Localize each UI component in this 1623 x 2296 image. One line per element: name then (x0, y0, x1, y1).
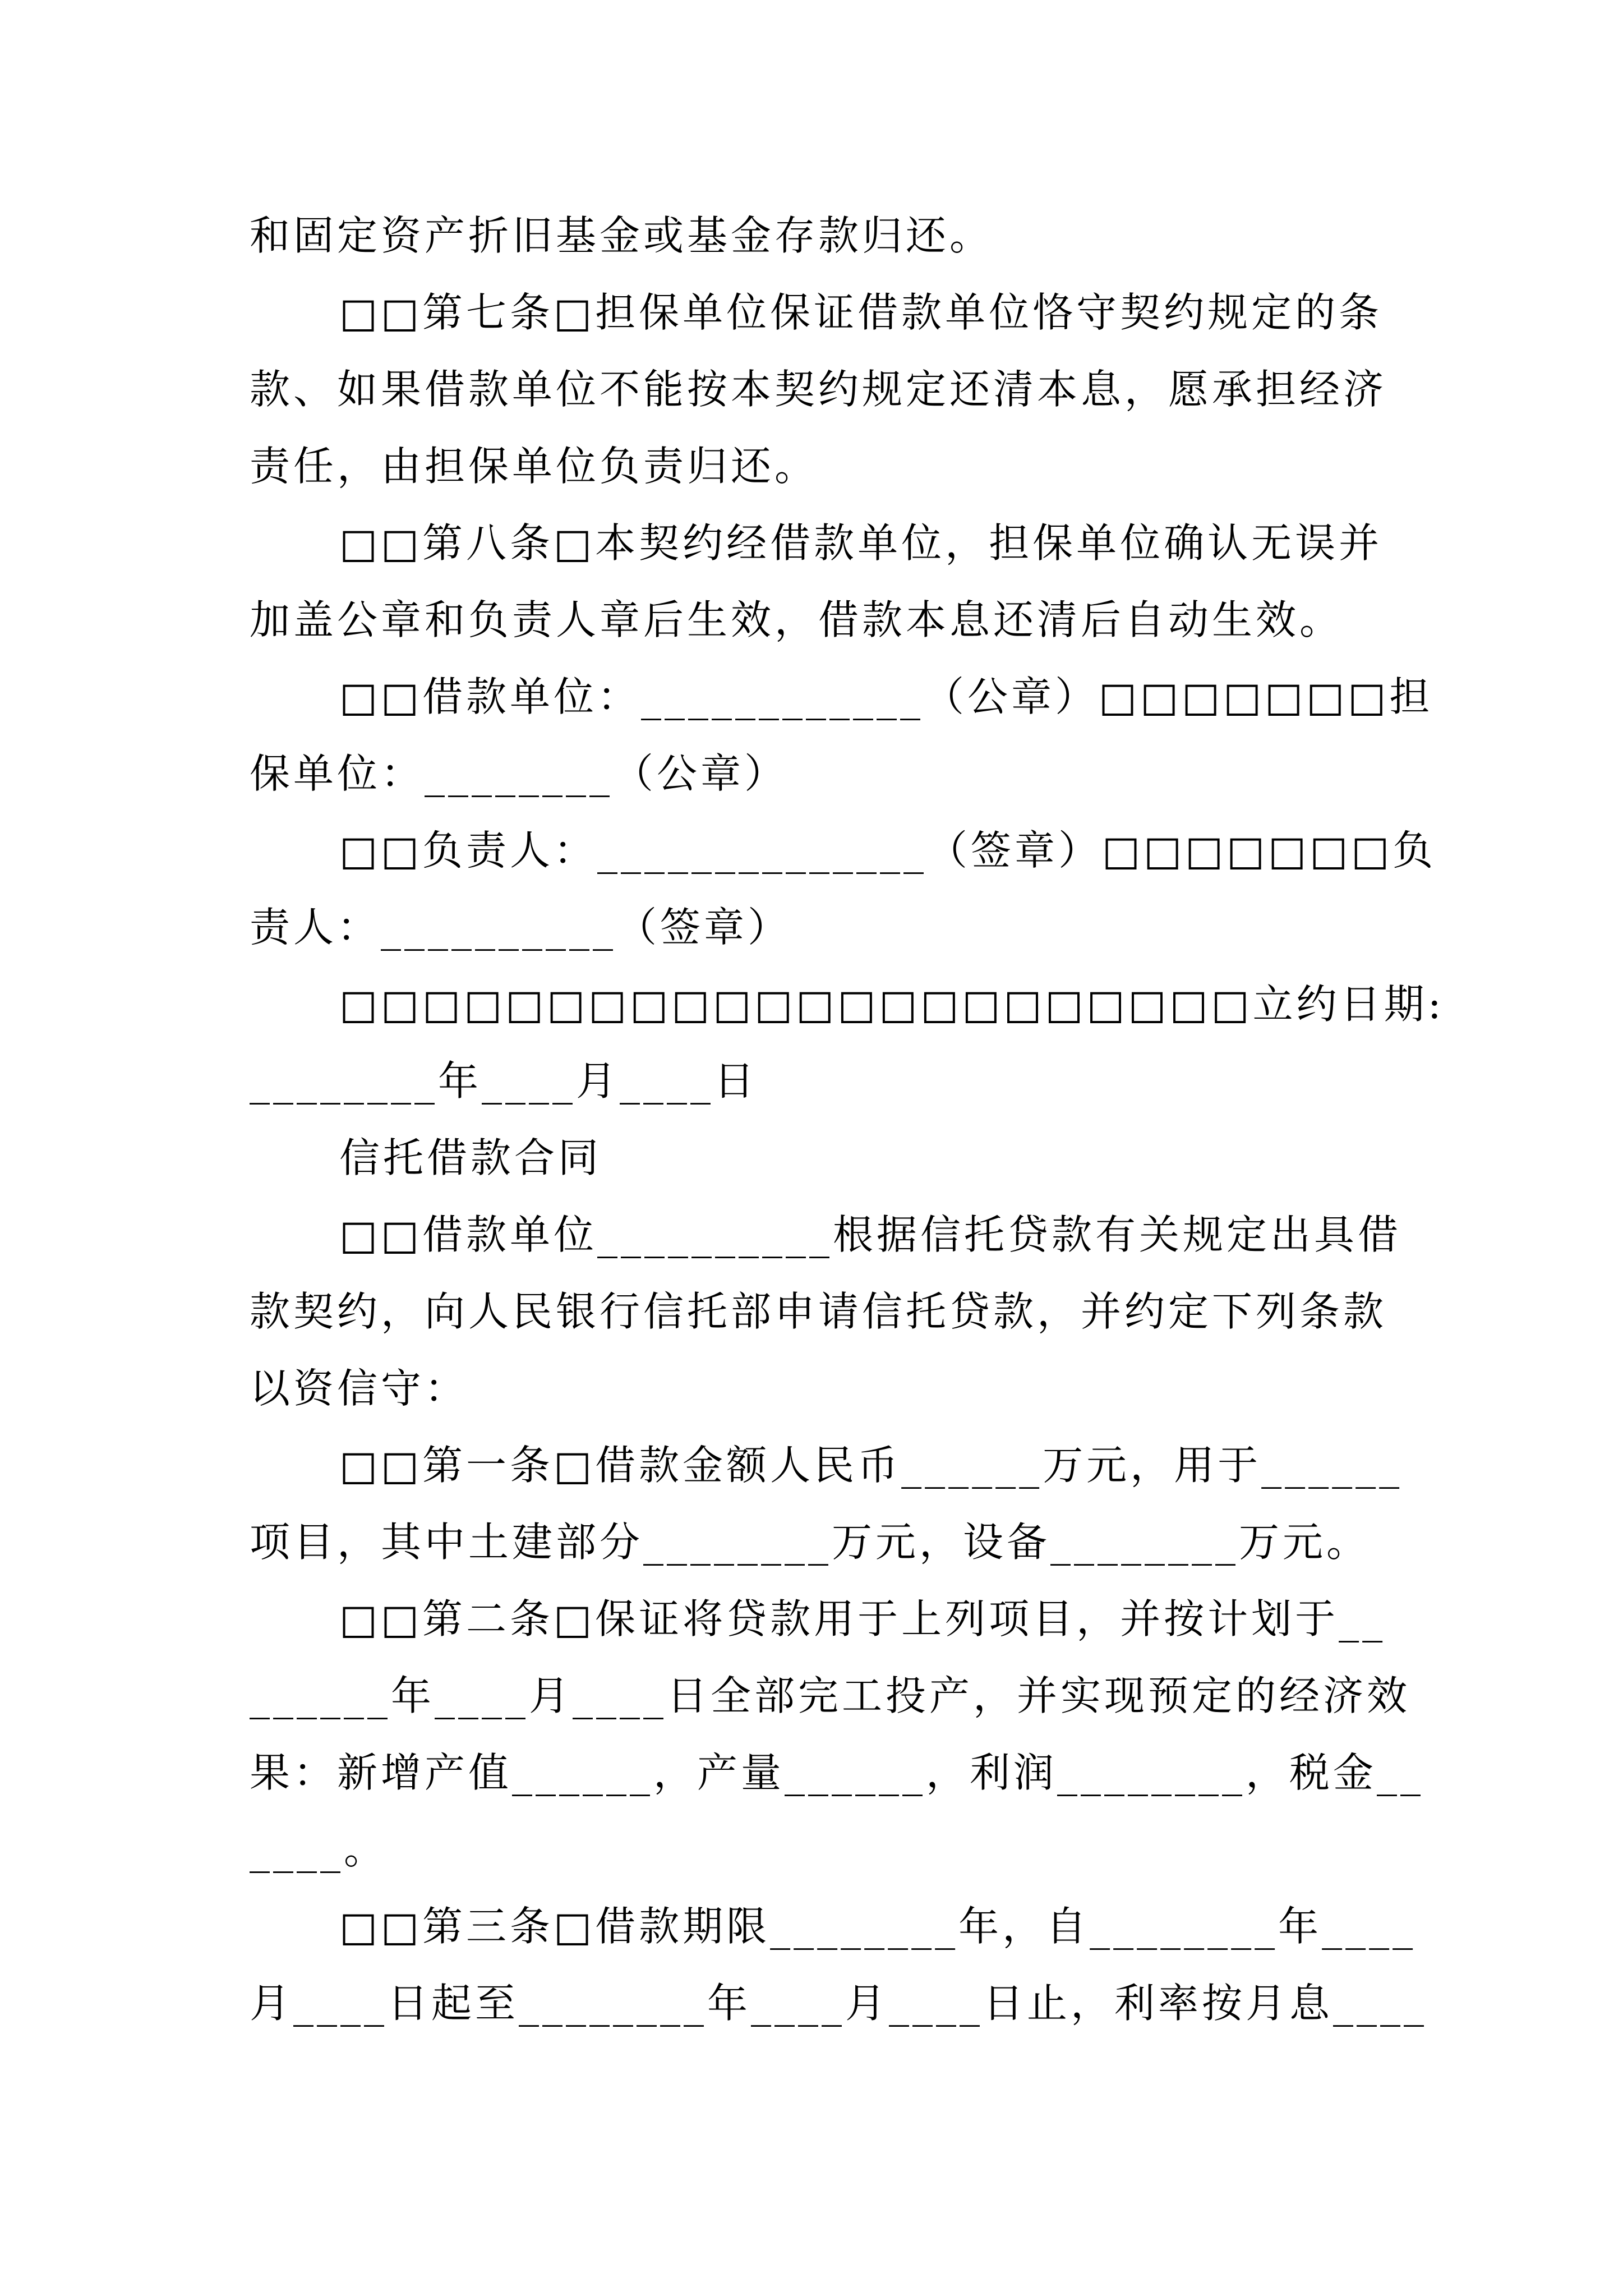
text-line: ________年____月____日 (250, 1057, 758, 1105)
text-line: □□负责人：______________（签章）□□□□□□□负 (339, 827, 1437, 874)
text-line: 月____日起至________年____月____日止，利率按月息____ (250, 1980, 1428, 2027)
text-line: ______年____月____日全部完工投产，并实现预定的经济效 (250, 1672, 1411, 1719)
text-line: 果：新增产值______，产量______，利润________，税金__ (250, 1749, 1424, 1796)
text-line: □□第八条□本契约经借款单位，担保单位确认无误并 (339, 519, 1383, 567)
text-line: 款契约，向人民银行信托部申请信托贷款，并约定下列条款 (250, 1288, 1387, 1335)
text-line: 加盖公章和负责人章后生效，借款本息还清后自动生效。 (250, 596, 1344, 643)
text-line: 项目，其中土建部分________万元，设备________万元。 (250, 1519, 1371, 1566)
text-line: 款、如果借款单位不能按本契约规定还清本息，愿承担经济 (250, 366, 1387, 413)
text-line: □□借款单位：____________（公章）□□□□□□□担 (339, 673, 1433, 720)
text-line: 责任，由担保单位负责归还。 (250, 443, 819, 490)
text-line: 以资信守： (250, 1365, 469, 1412)
text-line: □□第一条□借款金额人民币______万元，用于______ (339, 1442, 1403, 1489)
text-line: ____。 (250, 1826, 388, 1873)
section-title: 信托借款合同 (339, 1134, 602, 1181)
text-line: 保单位：________（公章） (250, 750, 789, 797)
text-line: □□第二条□保证将贷款用于上列项目，并按计划于__ (339, 1595, 1386, 1642)
text-line: □□第七条□担保单位保证借款单位恪守契约规定的条 (339, 289, 1383, 336)
text-line: 责人：__________（签章） (250, 904, 792, 951)
text-line: □□第三条□借款期限________年，自________年____ (339, 1903, 1417, 1950)
text-line: 和固定资产折旧基金或基金存款归还。 (250, 212, 994, 259)
text-line: □□□□□□□□□□□□□□□□□□□□□□立约日期: (339, 981, 1445, 1028)
text-line: □□借款单位__________根据信托贷款有关规定出具借 (339, 1211, 1402, 1258)
